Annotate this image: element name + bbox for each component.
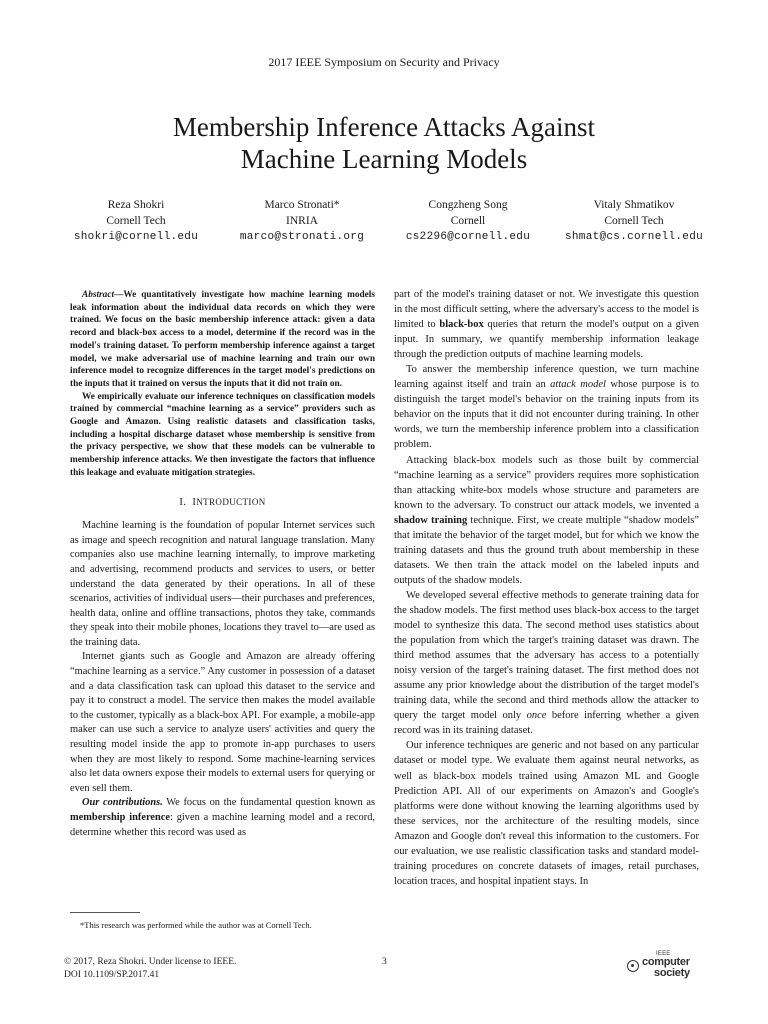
right-paragraph-3 [394, 453, 699, 588]
author-name: Congzheng Song [428, 199, 508, 211]
text-run: : given a machine learning model and a record, determine whether this record was used as [70, 812, 375, 838]
author-3 [392, 197, 544, 245]
intro-paragraph-2: Internet giants such as Google and Amazon are already offering “machine learning as a service.” Any customer in possession of a dataset and a data classification task can upload this dataset to the service and pay it to construct a model. The service then makes the model available to the customer, typically as a black-box API. For example, a mobile-app maker can use such a service to analyze users' activities and query the resulting model inside the app to promote in-app purchases to users when they are most likely to respond. Some machine-learning services also let data owners expose their models to external users for querying or even sell them. [70, 651, 375, 794]
ieee-computer-society-logo [624, 951, 694, 983]
abstract-paragraph-1 [70, 289, 375, 391]
text-run: queries that return the model's output on a given input. In summary, we quantify membership information leakage through the prediction outputs of machine learning models. [394, 319, 699, 361]
author-affiliation: Cornell Tech [604, 215, 664, 227]
author-name: Vitaly Shmatikov [593, 199, 675, 211]
text-run: part of the model's training dataset or not. We investigate this question in the most difficult setting, where the adversary's access to the model is limited to [394, 289, 699, 331]
once-term: once [526, 710, 547, 722]
abstract-label: Abstract [82, 290, 115, 300]
right-paragraph-2 [394, 362, 699, 452]
contributions-lead: Our contributions. [82, 797, 163, 809]
footer-copyright-block [64, 956, 236, 982]
logo-ieee-text: IEEE [656, 951, 671, 957]
logo-society-text: society [654, 967, 690, 979]
section-title-initial: I [192, 496, 197, 508]
page-number: 3 [382, 957, 387, 967]
author-block [70, 197, 710, 245]
membership-inference-term: membership inference [70, 812, 170, 824]
shadow-training-term: shadow training [394, 514, 468, 526]
author-name: Marco Stronati* [264, 199, 340, 211]
doi-line: DOI 10.1109/SP.2017.41 [64, 970, 160, 980]
paper-title [0, 111, 768, 175]
text-run: We focus on the fundamental question known as [162, 797, 375, 809]
right-paragraph-5: Our inference techniques are generic and not based on any particular dataset or model type. We evaluate them against neural networks, as well as black-box models trained using Amazon ML and Google Prediction API. All of our experiments on Amazon's and Google's platforms were done without knowing the learning algorithms used by these services, nor the architecture of the resulting models, since Amazon and Google don't reveal this information to the customers. For our evaluation, we use realistic classification tasks and standard model-training procedures on concrete datasets of images, retail purchases, location traces, and hospital inpatient stays. In [394, 740, 699, 887]
intro-paragraph-3 [70, 796, 375, 840]
author-name: Reza Shokri [107, 199, 165, 211]
venue-line: 2017 IEEE Symposium on Security and Privacy [268, 55, 500, 69]
author-affiliation: Cornell [450, 215, 486, 227]
intro-paragraph-1: Machine learning is the foundation of popular Internet services such as image and speech recognition and natural language translation. Many companies also use machine learning internally, to improve marketing and advertising, recommend products and services to users, or better understand the data generated by their operations. In all of these scenarios, activities of individual users—their purchases and preferences, health data, online and offline transactions, photos they take, commands they speak into their mobile phones, locations they travel to—are used as the training data. [70, 520, 375, 648]
author-affiliation: Cornell Tech [106, 215, 166, 227]
footnote: *This research was performed while the author was at Cornell Tech. [80, 920, 312, 930]
author-4 [558, 197, 710, 245]
text-run: We developed several effective methods to generate training data for the shadow models. The first method uses black-box access to the target model to synthesize this data. The second method uses statistics about the population from which the target's training dataset was drawn. The third method assumes that the adversary has access to a potentially noisy version of the target's training dataset. The first method does not assume any prior knowledge about the distribution of the target model's training data, while the second and third methods allow the attacker to query the target model only [394, 589, 699, 722]
footnote-rule [70, 912, 140, 913]
author-affiliation: INRIA [286, 215, 318, 227]
copyright-line: © 2017, Reza Shokri. Under license to IEEE. [64, 957, 237, 967]
text-run: Attacking black-box models such as those built by commercial “machine learning as a service” providers requires more sophistication than attacking white-box models whose structure and parameters are known to the adversary. To construct our attack models, we invented a [394, 454, 699, 511]
section-title-rest: NTRODUCTION [196, 496, 266, 507]
left-column [70, 289, 375, 840]
text-run: before inferring whether a given record was in its training dataset. [394, 710, 700, 737]
right-paragraph-1 [394, 287, 699, 362]
title-line-1: Membership Inference Attacks Against [172, 112, 596, 142]
section-number: I. [179, 496, 187, 508]
text-run: To answer the membership inference question, we turn machine learning against itself and train an [394, 364, 699, 391]
text-run: whose purpose is to distinguish the target model's behavior on the training inputs from its behavior on the inputs that it did not encounter during training. In other words, we turn the membership inference problem into a classification problem. [394, 379, 700, 451]
right-paragraph-4 [394, 588, 699, 738]
abstract-paragraph-2: We empirically evaluate our inference techniques on classification models trained by commercial “machine learning as a service” providers such as Google and Amazon. Using realistic datasets and classification tasks, including a hospital discharge dataset whose membership is sensitive from the privacy perspective, we show that these models can be vulnerable to membership inference attacks. We then investigate the factors that influence this leakage and evaluate mitigation strategies. [70, 391, 375, 478]
abstract [70, 289, 375, 480]
computer-society-globe-icon [627, 960, 639, 972]
author-2 [226, 197, 378, 245]
author-email: shmat@cs.cornell.edu [564, 231, 704, 243]
black-box-term: black-box [439, 319, 484, 331]
abstract-text: —We quantitatively investigate how machine learning models leak information about the individual data records on which they were trained. We focus on the basic membership inference attack: given a data record and black-box access to a model, determine if the record was in the model's training dataset. To perform membership inference against a target model, we make adversarial use of machine learning and train our own inference model to recognize differences in the target model's predictions on the inputs that it trained on versus the inputs that it did not train on. [70, 290, 375, 389]
author-1 [60, 197, 212, 245]
right-column [394, 287, 699, 889]
logo-computer-text: computer [642, 956, 690, 968]
author-email: cs2296@cornell.edu [405, 231, 531, 243]
attack-model-term: attack model [550, 379, 606, 391]
text-run: technique. First, we create multiple “shadow models” that imitate the behavior of the target model, but for which we know the training datasets and thus the ground truth about membership in these datasets. We then train the attack model on the labeled inputs and outputs of the shadow models. [394, 514, 699, 586]
author-email: shokri@cornell.edu [73, 231, 199, 243]
title-line-2: Machine Learning Models [240, 144, 528, 174]
author-email: marco@stronati.org [239, 231, 365, 243]
section-heading-introduction [70, 495, 375, 511]
